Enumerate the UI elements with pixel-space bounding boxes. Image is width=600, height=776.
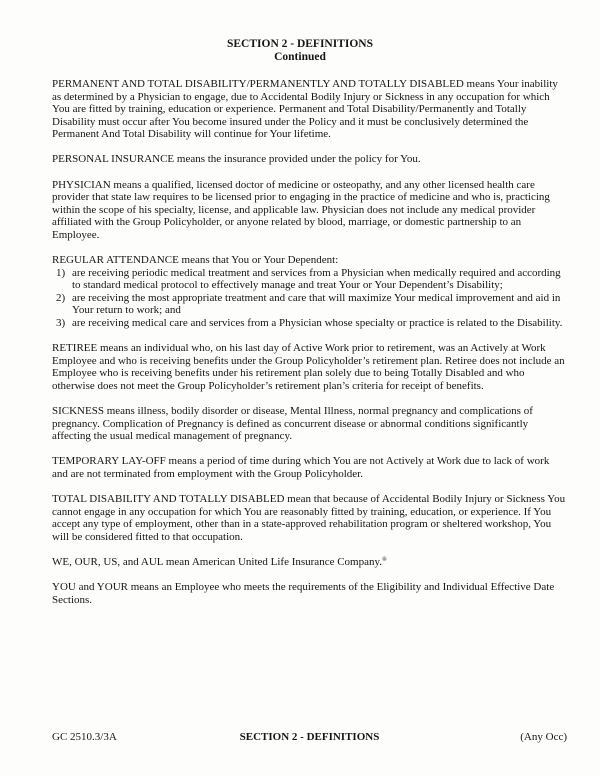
definition-total-disability: TOTAL DISABILITY AND TOTALLY DISABLED mean that because of Accidental Bodily Injury or Sickness You cannot engage in any occupation for which You are reasonably fitted by training, education, or experience. If You accept any type of employment, other than in a state-approved rehabilitation program or sheltered workshop, You will be considered fitted to that occupation. [52,492,566,543]
definition-physician: PHYSICIAN means a qualified, licensed doctor of medicine or osteopathy, and any other licensed health care provider that state law requires to be licensed prior to engaging in the practice of medicine and who is, practicing within the scope of his specialty, license, and applicable law. Physician does not include any medical provider affiliated with the Group Policyholder, or anyone related by blood, marriage, or domestic partnership to an Employee. [52,178,550,241]
list-item-number: 3) [56,317,66,329]
definition-we-our-us-text: WE, OUR, US, and AUL mean American United Life Insurance Company. [52,555,383,568]
list-item-text: are receiving periodic medical treatment and services from a Physician when medically required and according to standard medical protocol to effectively manage and treat Your or Your Dependent’s Disability; [72,266,561,292]
section-subtitle: Continued [274,51,326,63]
list-item-number: 1) [56,266,66,279]
list-item [52,267,567,292]
list-item [52,292,567,317]
registered-trademark-symbol: ® [382,555,387,563]
section-title: SECTION 2 - DEFINITIONS [226,38,374,50]
definition-personal-insurance: PERSONAL INSURANCE means the insurance provided under the policy for You. [52,153,421,166]
list-item [52,317,567,330]
definition-sickness: SICKNESS means illness, bodily disorder or disease, Mental Illness, normal pregnancy and complications of pregnancy. Complication of Pregnancy is defined as concurrent disease or abnormal conditions significantly affecting the usual medical management of pregnancy. [52,404,533,443]
list-item-number: 2) [56,291,66,304]
page-header [0,0,600,64]
footer-section-title: SECTION 2 - DEFINITIONS [239,731,380,743]
page-footer [52,731,567,744]
document-body [52,78,567,606]
list-item-text: are receiving the most appropriate treatment and care that will maximize Your medical improvement and aid in Your return to work; and [72,291,561,317]
definition-temporary-layoff: TEMPORARY LAY-OFF means a period of time during which You are not Actively at Work due to lack of work and are not terminated from employment with the Group Policyholder. [52,455,550,480]
occupation-class-tag: (Any Occ) [520,731,567,743]
definition-retiree: RETIREE means an individual who, on his last day of Active Work prior to retirement, was an Actively at Work Employee and who is receiving benefits under the Group Policyholder’s retirement plan. Retiree does not include an Employee who is receiving benefits under his retirement plan solely due to being Totally Disabled and who otherwise does not meet the Group Policyholder’s retirement plan’s criteria for receipt of benefits. [52,342,565,392]
definition-you-your: YOU and YOUR means an Employee who meets the requirements of the Eligibility and Individual Effective Date Sections. [52,580,555,606]
definition-we-our-us [52,556,567,569]
definition-permanent-total-disability: PERMANENT AND TOTAL DISABILITY/PERMANENTLY AND TOTALLY DISABLED means Your inability as determined by a Physician to engage, due to Accidental Bodily Injury or Sickness in any occupation for which You are fitted by training, education or experience. Permanent and Total Disability/Permanently and Totally Disability must occur after You become insured under the Policy and it must be conclusively determined the Permanent And Total Disability will continue for Your lifetime. [52,78,558,141]
list-item-text: are receiving medical care and services from a Physician whose specialty or practice is related to the Disability. [72,317,563,329]
definition-regular-attendance-intro: REGULAR ATTENDANCE means that You or Your Dependent: [52,254,339,267]
regular-attendance-list [52,267,567,330]
form-number: GC 2510.3/3A [52,731,117,743]
